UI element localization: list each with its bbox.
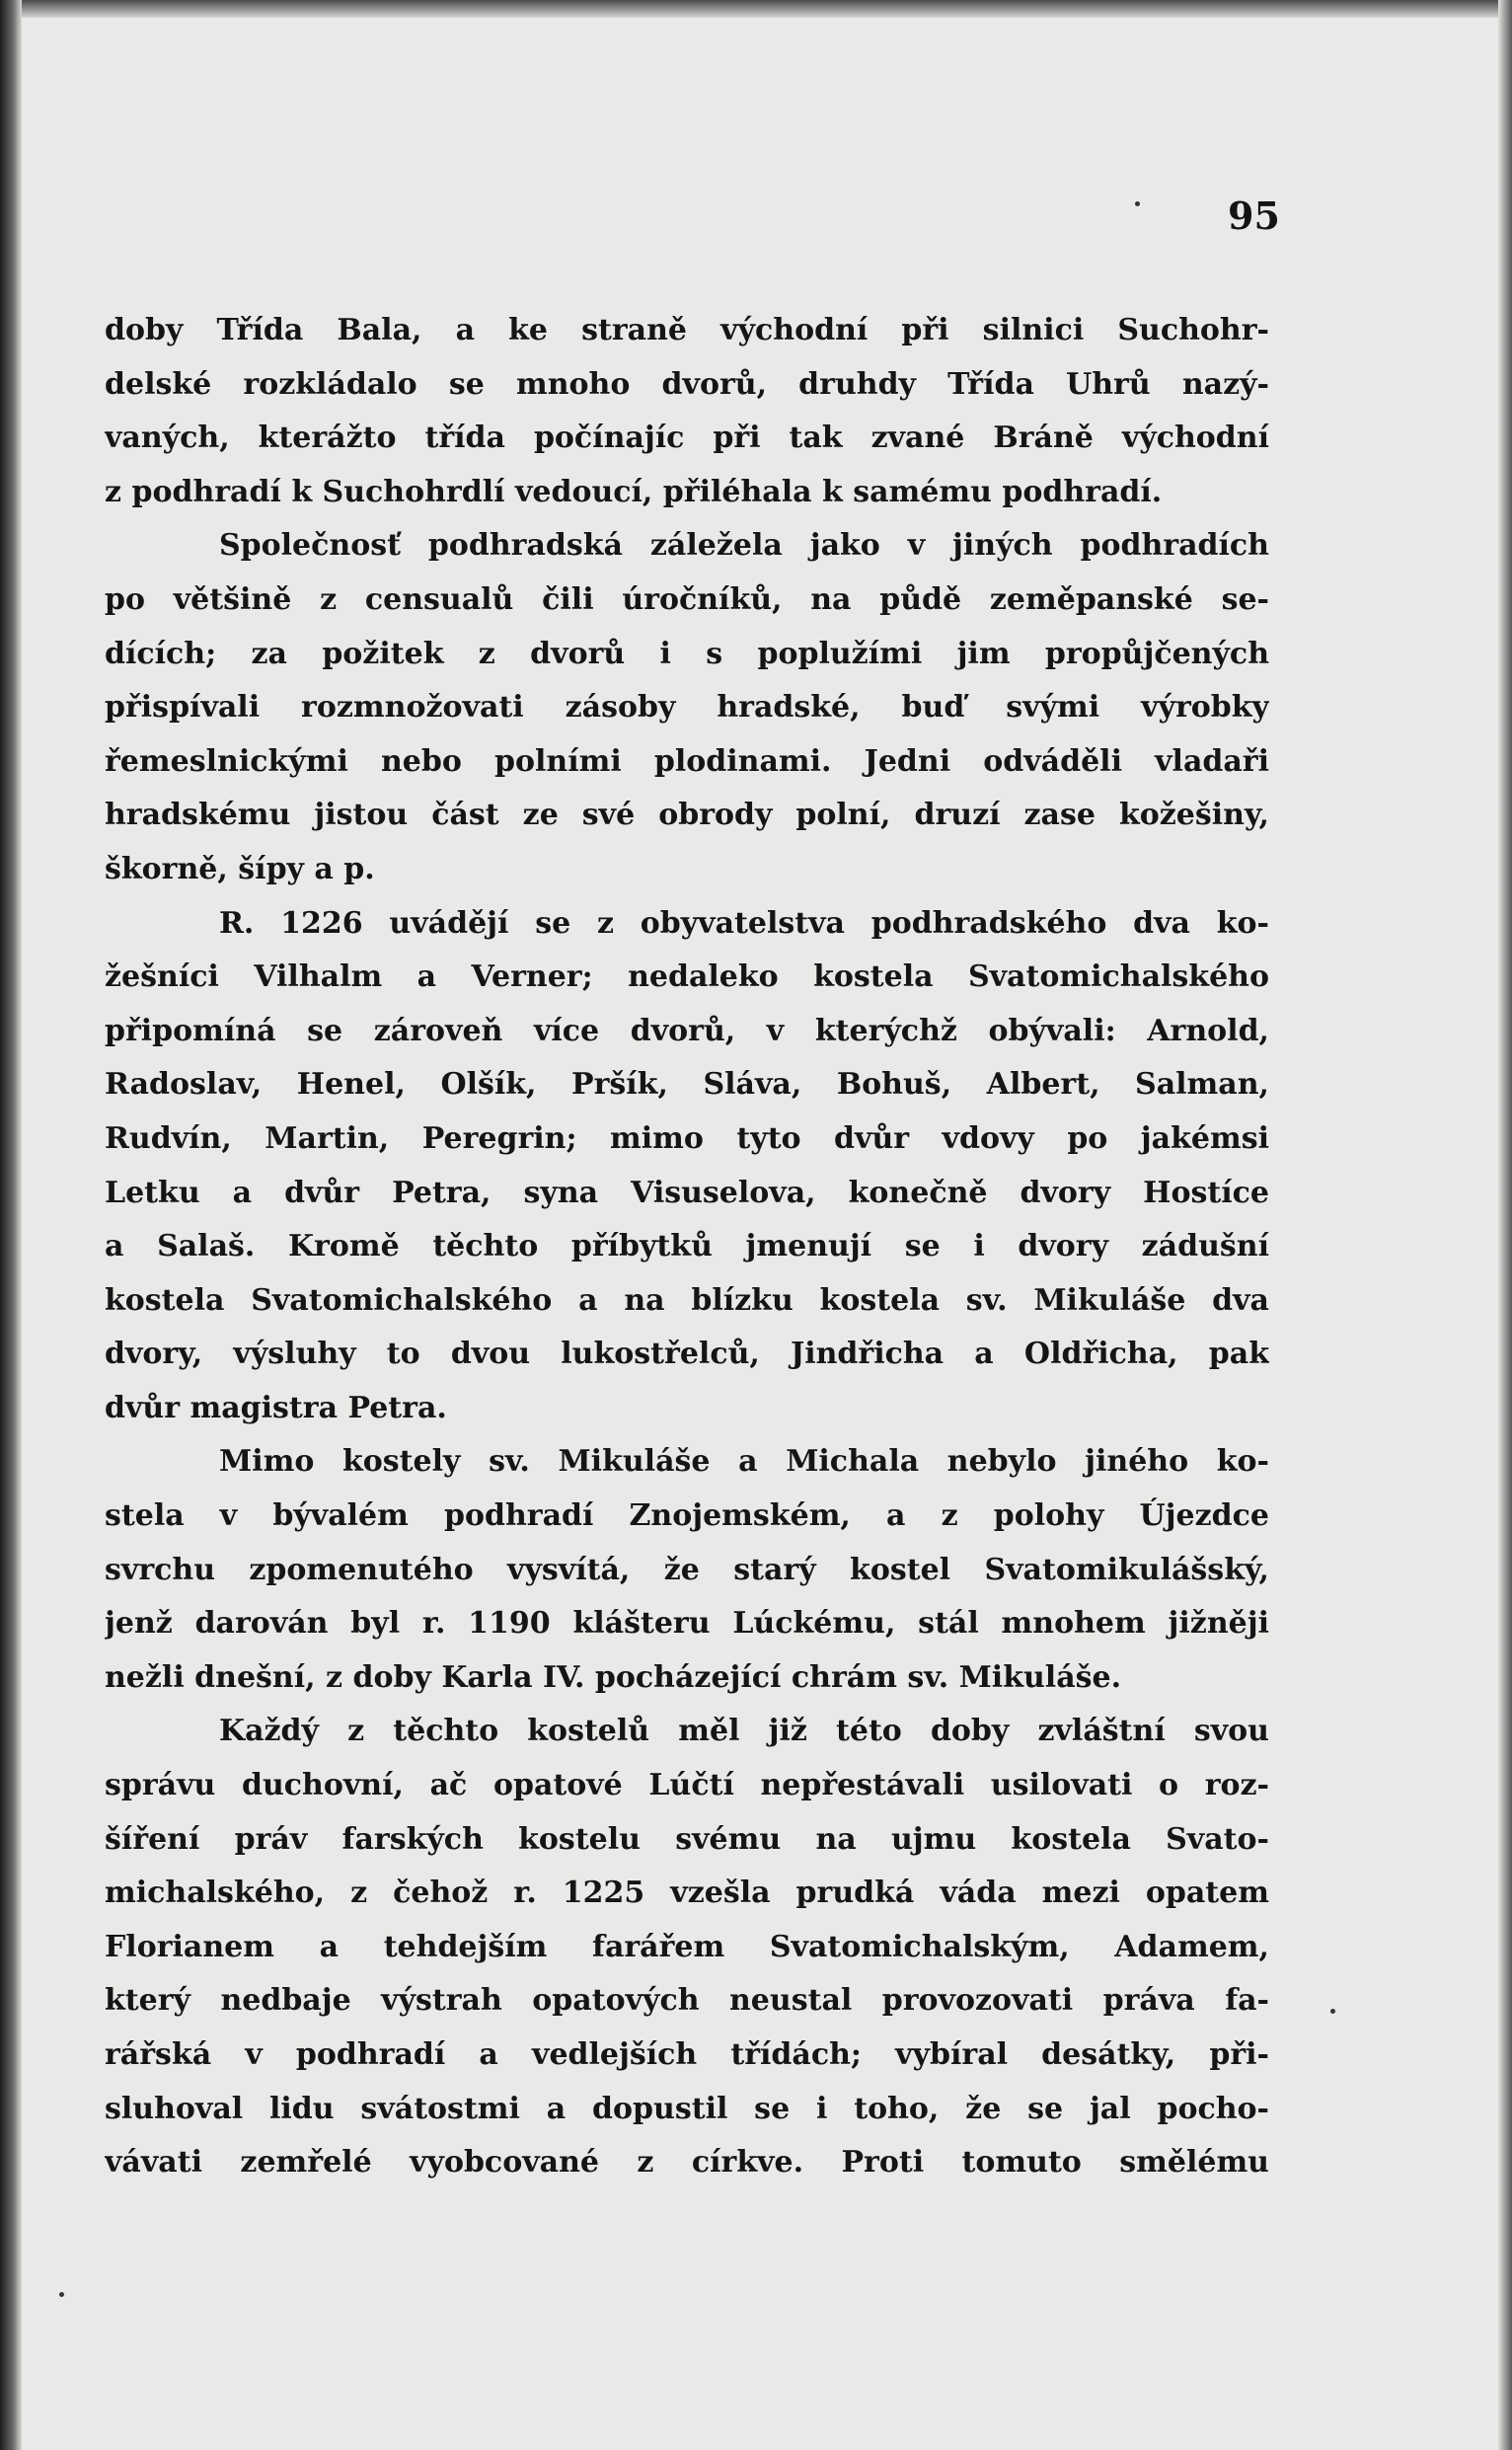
text-line: doby Třída Bala, a ke straně východní při silnici Suchohr- [105, 313, 1269, 347]
text-line: vaných, kterážto třída počínajíc při tak zvané Bráně východní [105, 421, 1269, 456]
text-line: škorně, šípy a p. [105, 851, 375, 886]
text-line: michalského, z čehož r. 1225 vzešla prudká váda mezi opatem [105, 1876, 1269, 1911]
text-line: dících; za požitek z dvorů i s poplužími jim propůjčených [105, 636, 1269, 671]
text-line: připomíná se zároveň více dvorů, v kterýchž obývali: Arnold, [105, 1013, 1269, 1048]
page-edge-top [0, 0, 1512, 18]
body-text [105, 304, 1269, 2190]
text-line: Radoslav, Henel, Olšík, Pršík, Sláva, Bohuš, Albert, Salman, [105, 1067, 1269, 1103]
text-line: Rudvín, Martin, Peregrin; mimo tyto dvůr vdovy po jakémsi [105, 1120, 1269, 1156]
text-line: řemeslnickými nebo polními plodinami. Jedni odváděli vladaři [105, 743, 1269, 779]
print-speck [59, 2292, 64, 2297]
text-line: přispívali rozmnožovati zásoby hradské, buď svými výrobky [105, 690, 1269, 726]
page-edge-right [1498, 0, 1512, 2450]
text-line: dvory, výsluhy to dvou lukostřelců, Jindřicha a Oldřicha, pak [105, 1337, 1269, 1372]
text-line: Společnosť podhradská záležela jako v jiných podhradích [219, 528, 1269, 564]
text-line: hradskému jistou část ze své obrody polní, druzí zase kožešiny, [105, 798, 1269, 833]
text-line: Každý z těchto kostelů měl již této doby zvláštní svou [219, 1714, 1269, 1749]
page-number: 95 [1228, 193, 1280, 238]
page-edge-left [0, 0, 22, 2450]
text-line: z podhradí k Suchohrdlí vedoucí, přiléhala k samému podhradí. [105, 474, 1163, 509]
text-line: Mimo kostely sv. Mikuláše a Michala nebylo jiného ko- [219, 1444, 1269, 1480]
text-line: Florianem a tehdejším farářem Svatomichalským, Adamem, [105, 1929, 1269, 1964]
text-line: žešníci Vilhalm a Verner; nedaleko kostela Svatomichalského [105, 959, 1269, 995]
text-line: stela v bývalém podhradí Znojemském, a z polohy Újezdce [105, 1498, 1269, 1534]
text-line: vávati zemřelé vyobcované z církve. Proti tomuto smělému [105, 2145, 1269, 2181]
text-line: kostela Svatomichalského a na blízku kostela sv. Mikuláše dva [105, 1282, 1269, 1318]
text-line: dvůr magistra Petra. [105, 1390, 447, 1425]
text-line: R. 1226 uvádějí se z obyvatelstva podhradského dva ko- [219, 905, 1269, 941]
text-line: svrchu zpomenutého vysvítá, že starý kostel Svatomikulášský, [105, 1552, 1269, 1587]
text-line: šíření práv farských kostelu svému na ujmu kostela Svato- [105, 1821, 1269, 1857]
text-line: sluhoval lidu svátostmi a dopustil se i toho, že se jal pocho- [105, 2091, 1269, 2126]
print-speck [1135, 201, 1140, 206]
text-line: po většině z censualů čili úročníků, na půdě zeměpanské se- [105, 581, 1269, 617]
text-line: delské rozkládalo se mnoho dvorů, druhdy Třída Uhrů nazý- [105, 366, 1269, 402]
text-line: který nedbaje výstrah opatových neustal provozovati práva fa- [105, 1983, 1269, 2019]
text-line: jenž darován byl r. 1190 klášteru Lúckému, stál mnohem jižněji [105, 1606, 1269, 1642]
text-line: Letku a dvůr Petra, syna Visuselova, konečně dvory Hostíce [105, 1175, 1269, 1210]
text-line: a Salaš. Kromě těchto příbytků jmenují se i dvory zádušní [105, 1229, 1269, 1264]
text-line: nežli dnešní, z doby Karla IV. pocházející chrám sv. Mikuláše. [105, 1659, 1122, 1695]
text-line: správu duchovní, ač opatové Lúčtí nepřestávali usilovati o roz- [105, 1768, 1269, 1803]
print-speck [1330, 2009, 1335, 2014]
text-line: rářská v podhradí a vedlejších třídách; vybíral desátky, při- [105, 2037, 1269, 2072]
